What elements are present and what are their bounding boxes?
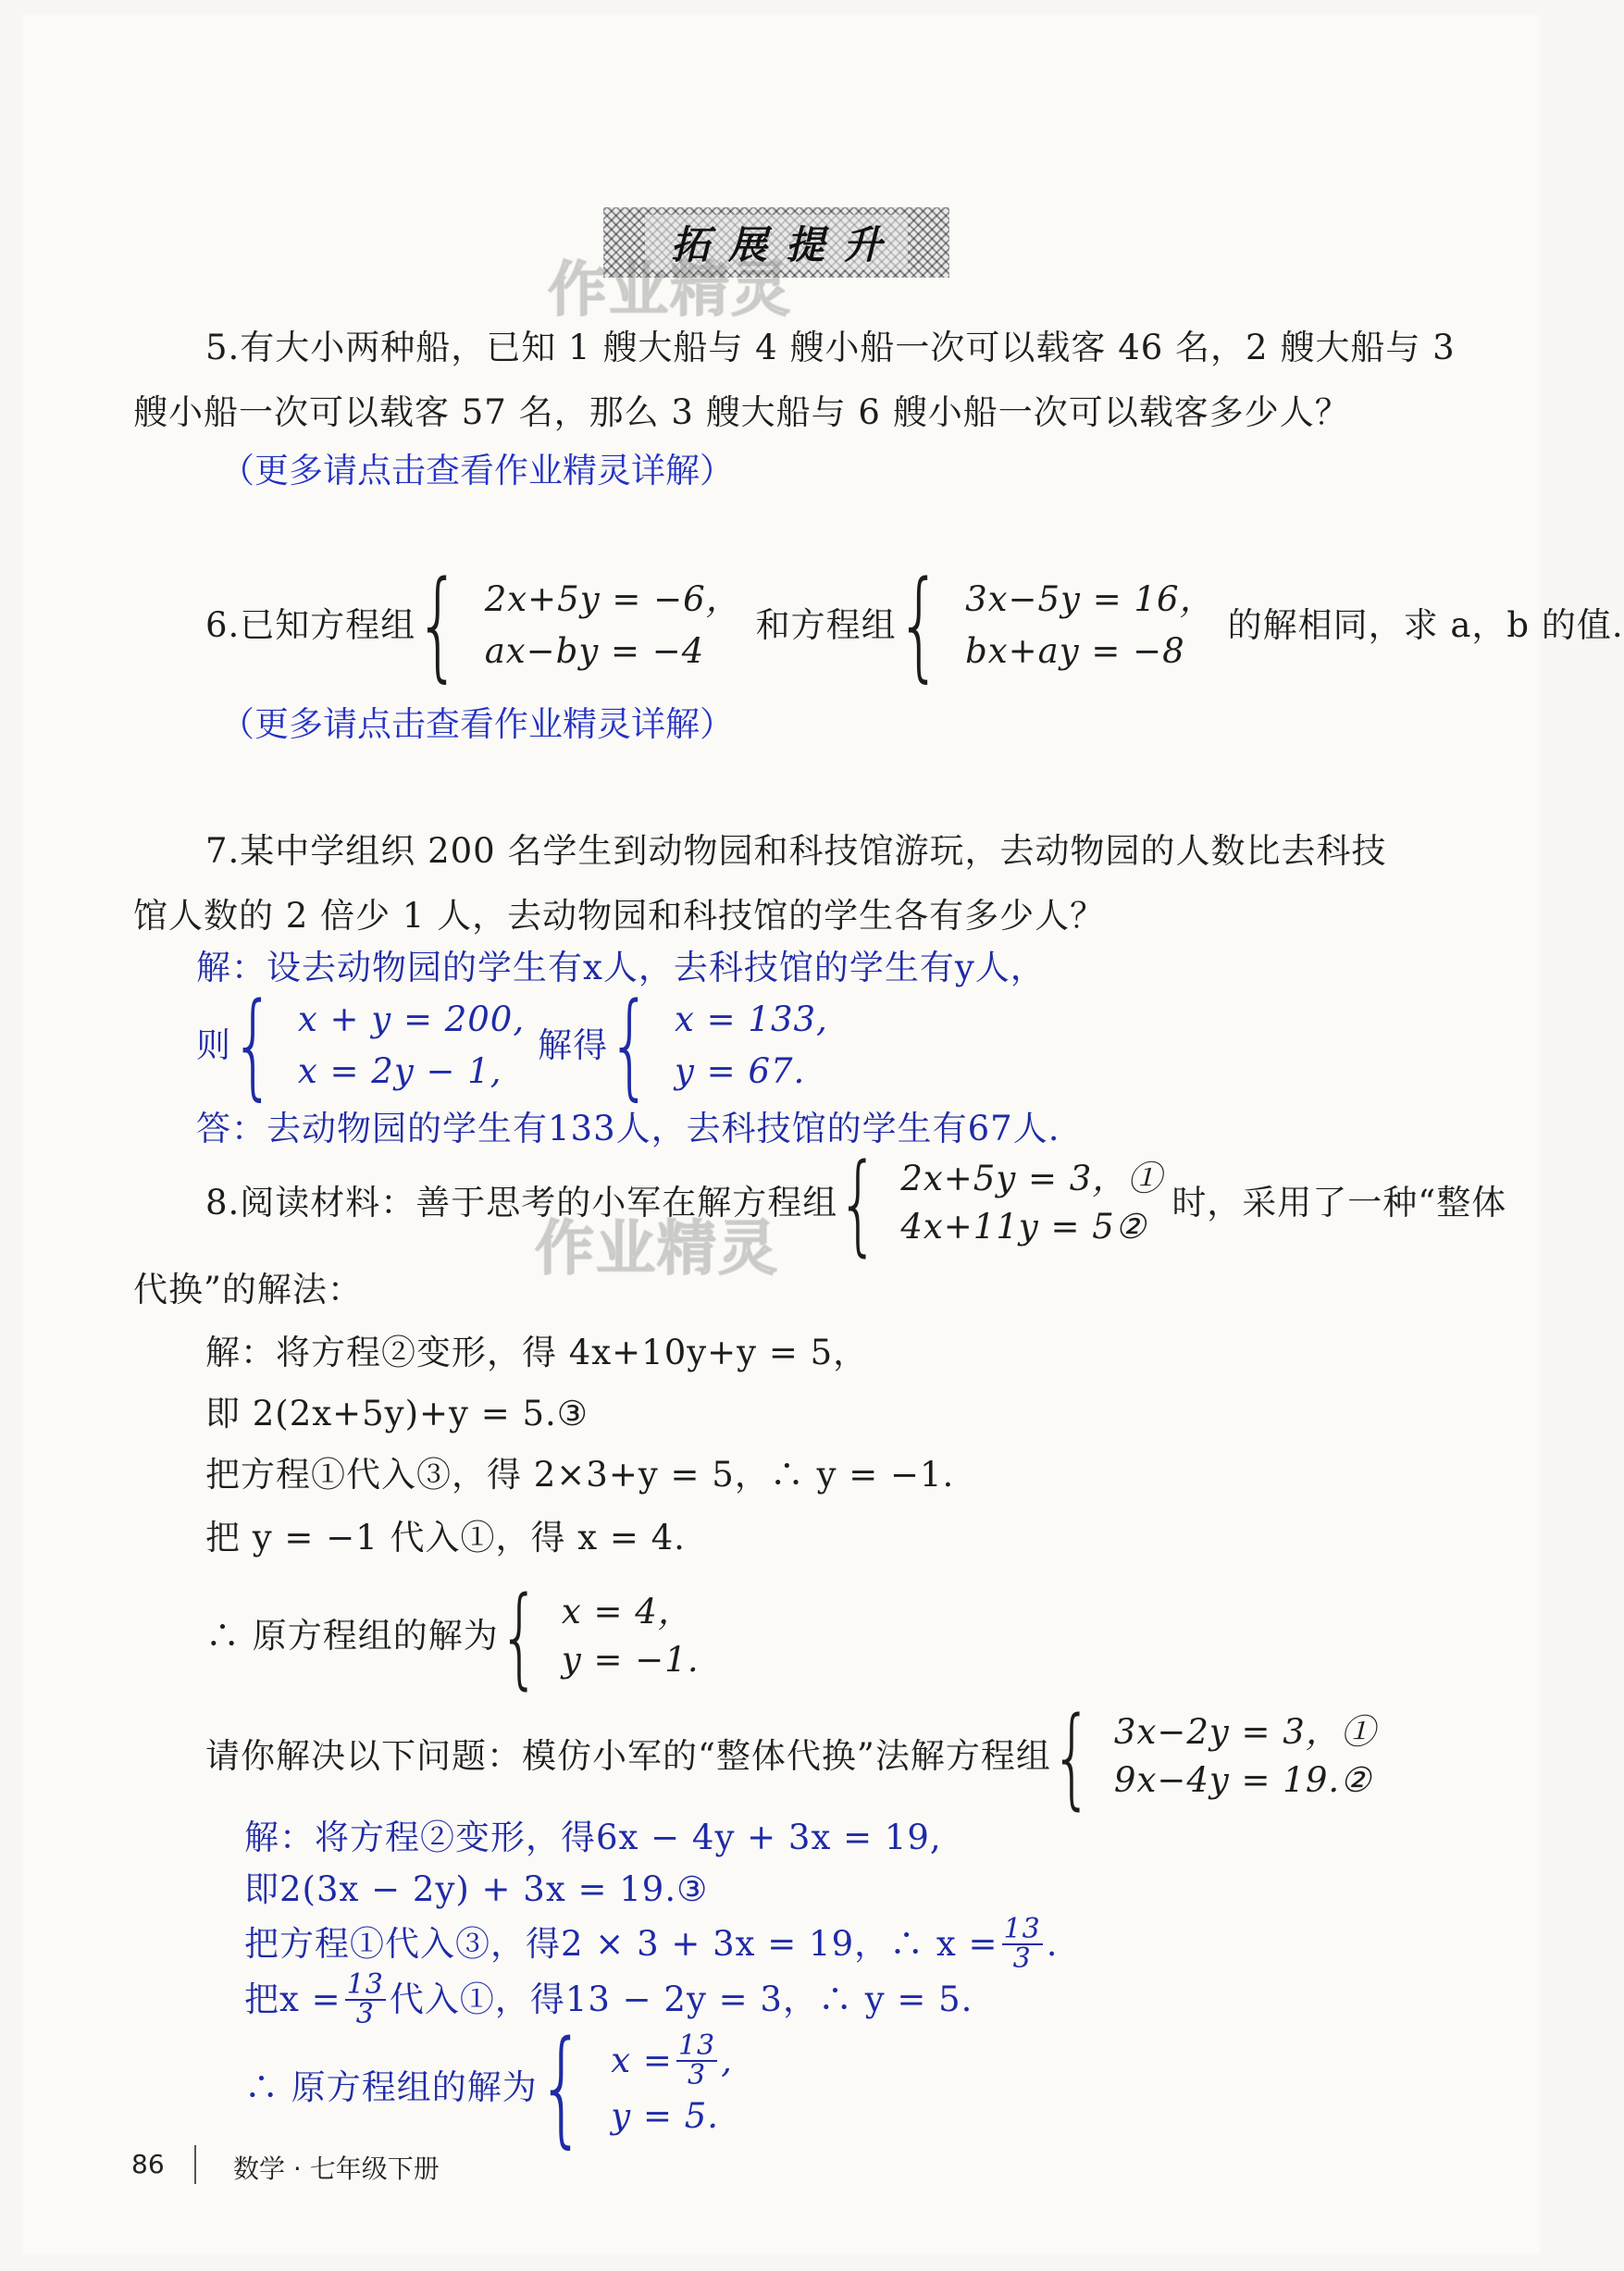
fraction-13-3: $\frac{13}{3}$ bbox=[677, 2029, 716, 2091]
q7-ans-sys1-eq1: x + y = 200, bbox=[297, 999, 526, 1039]
q8-solution-system: { x = 4， y = −1. bbox=[498, 1572, 700, 1700]
fraction-13-3: $\frac{13}{3}$ bbox=[1003, 1913, 1041, 1975]
q6-prefix: 6.已知方程组 bbox=[205, 605, 416, 645]
q6-detail-link[interactable]: （更多请点击查看作业精灵详解） bbox=[220, 704, 734, 744]
q5-line1: 5.有大小两种船，已知 1 艘大船与 4 艘小船一次可以载客 46 名，2 艘大船与 3 bbox=[205, 328, 1456, 367]
q8-answer-5 bbox=[244, 2015, 733, 2161]
q8-step-1: 解：将方程②变形，得 4x+10y+y = 5， bbox=[205, 1333, 869, 1372]
q8-answer-eq1: x = $\frac{13}{3}$ , bbox=[611, 2029, 733, 2091]
q8-solution-eq2: y = −1. bbox=[561, 1640, 700, 1680]
q7-ans-sys2-eq2: y = 67. bbox=[675, 1051, 806, 1091]
q7-answer-final: 答：去动物园的学生有133人，去科技馆的学生有67人. bbox=[196, 1109, 1060, 1148]
q8-intro-c: 代换”的解法： bbox=[133, 1270, 363, 1309]
q8-intro-eq1: 2x+5y = 3，① bbox=[900, 1159, 1163, 1198]
q8-answer-4-b: 代入①，得13 − 2y = 3，∴ y = 5. bbox=[389, 1979, 973, 2019]
q8-intro bbox=[205, 1139, 1507, 1267]
q8-intro-system: { 2x+5y = 3，① 4x+11y = 5② bbox=[837, 1139, 1163, 1267]
q8-answer-system: { x = $\frac{13}{3}$ , y = 5. bbox=[537, 2015, 733, 2161]
q7-ans-system-1: { x + y = 200, x = 2y − 1, bbox=[231, 979, 526, 1112]
q8-task bbox=[205, 1693, 1376, 1820]
q5-detail-link[interactable]: （更多请点击查看作业精灵详解） bbox=[220, 451, 734, 490]
q6-sys2-eq2: bx+ay = −8 bbox=[965, 631, 1185, 671]
q7-answer-systems bbox=[196, 979, 828, 1112]
q8-answer-3 bbox=[244, 1913, 1059, 1975]
q8-solution-prefix: ∴ 原方程组的解为 bbox=[205, 1616, 499, 1656]
q6 bbox=[205, 556, 1624, 694]
q8-solution bbox=[205, 1572, 700, 1700]
q8-task-eq2: 9x−4y = 19.② bbox=[1113, 1760, 1372, 1800]
q8-solution-eq1: x = 4， bbox=[561, 1592, 693, 1632]
q7-answer-line1: 解：设去动物园的学生有x人，去科技馆的学生有y人， bbox=[196, 948, 1046, 987]
watermark: 作业精灵 bbox=[548, 256, 792, 325]
q8-task-prefix: 请你解决以下问题：模仿小军的“整体代换”法解方程组 bbox=[205, 1736, 1051, 1776]
q7-line1: 7.某中学组织 200 名学生到动物园和科技馆游玩，去动物园的人数比去科技 bbox=[205, 831, 1387, 871]
q6-sys1-eq2: ax−by = −4 bbox=[484, 631, 705, 671]
q7-then: 则 bbox=[196, 1025, 231, 1065]
q7-ans-sys1-eq2: x = 2y − 1, bbox=[297, 1051, 502, 1091]
q6-sys2-eq1: 3x−5y = 16， bbox=[965, 579, 1215, 619]
q8-task-eq1: 3x−2y = 3，① bbox=[1113, 1712, 1376, 1752]
book-title: 数学 · 七年级下册 bbox=[233, 2153, 440, 2184]
q8-step-4: 把 y = −1 代入①，得 x = 4. bbox=[205, 1518, 686, 1557]
q8-answer-4-a: 把x = bbox=[244, 1979, 341, 2019]
q6-suffix: 的解相同，求 a，b 的值. bbox=[1227, 605, 1624, 645]
q8-answer-5-prefix: ∴ 原方程组的解为 bbox=[244, 2067, 538, 2107]
q8-intro-b: 时，采用了一种“整体 bbox=[1172, 1183, 1507, 1222]
watermark: 作业精灵 bbox=[535, 1215, 779, 1284]
q6-system-1: { 2x+5y = −6， ax−by = −4 bbox=[415, 556, 741, 694]
q6-sys1-eq1: 2x+5y = −6， bbox=[484, 579, 741, 619]
section-title: 拓展提升 bbox=[645, 215, 908, 270]
q7-solve: 解得 bbox=[538, 1025, 609, 1065]
q8-answer-1: 解：将方程②变形，得6x − 4y + 3x = 19, bbox=[244, 1818, 942, 1857]
page-number: 86 bbox=[131, 2149, 165, 2179]
q8-answer-2: 即2(3x − 2y) + 3x = 19.③ bbox=[244, 1869, 709, 1909]
q6-middle: 和方程组 bbox=[755, 605, 897, 645]
q8-step-2: 即 2(2x+5y)+y = 5.③ bbox=[205, 1394, 589, 1433]
q8-answer-3-b: . bbox=[1046, 1924, 1059, 1964]
q5-line2: 艘小船一次可以载客 57 名，那么 3 艘大船与 6 艘小船一次可以载客多少人？ bbox=[133, 392, 1350, 432]
footer-divider bbox=[194, 2145, 196, 2184]
q8-step-3: 把方程①代入③，得 2×3+y = 5，∴ y = −1. bbox=[205, 1455, 955, 1495]
q8-task-system: { 3x−2y = 3，① 9x−4y = 19.② bbox=[1050, 1693, 1376, 1820]
q8-answer-3-a: 把方程①代入③，得2 × 3 + 3x = 19，∴ x = bbox=[244, 1924, 998, 1964]
q8-answer-4 bbox=[244, 1968, 973, 2030]
q7-ans-system-2: { x = 133, y = 67. bbox=[608, 979, 828, 1112]
q8-intro-eq2: 4x+11y = 5② bbox=[900, 1207, 1147, 1247]
q7-line2: 馆人数的 2 倍少 1 人，去动物园和科技馆的学生各有多少人？ bbox=[133, 896, 1106, 936]
q6-system-2: { 3x−5y = 16， bx+ay = −8 bbox=[896, 556, 1215, 694]
q7-ans-sys2-eq1: x = 133, bbox=[675, 999, 828, 1039]
q8-intro-a: 8.阅读材料：善于思考的小军在解方程组 bbox=[205, 1183, 838, 1222]
fraction-13-3: $\frac{13}{3}$ bbox=[346, 1968, 384, 2030]
q8-answer-eq2: y = 5. bbox=[611, 2096, 720, 2136]
